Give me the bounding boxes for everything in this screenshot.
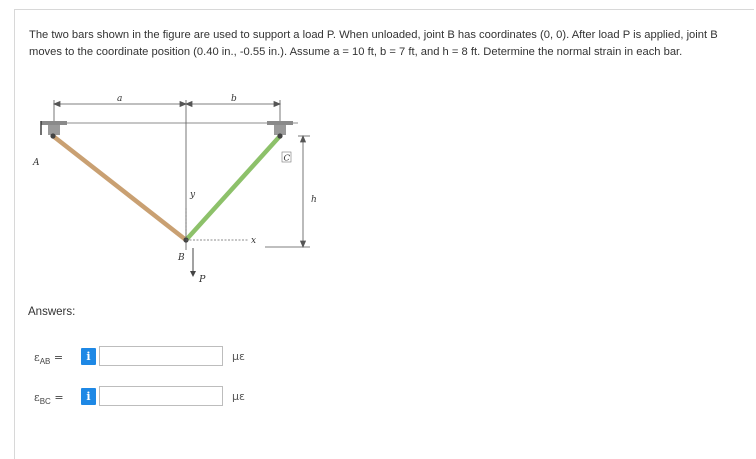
label-x: x <box>251 236 257 246</box>
strain-ab-label: $\varepsilon_{AB}$ = <box>34 351 64 367</box>
label-P: P <box>199 274 206 285</box>
axes <box>186 208 248 240</box>
problem-statement: The two bars shown in the figure are used to support a load P. When unloaded, joint B has coordinates (0, 0). After load P is applied, joint B moves to the coordinate position (0.40 in., -0.55 in.). Assume a = 10 ft, b = 7 ft, and h = 8 ft. Determine the normal strain in each bar. <box>29 29 718 58</box>
label-a: a <box>117 94 123 104</box>
answers-label: Answers: <box>28 306 76 318</box>
bar-ab <box>53 136 186 240</box>
strain-bc-unit: με <box>232 390 245 403</box>
support-a <box>41 121 67 135</box>
info-icon[interactable]: i <box>81 388 96 405</box>
info-icon[interactable]: i <box>81 348 96 365</box>
label-h: h <box>311 195 317 205</box>
load-p-arrow <box>190 248 196 277</box>
pin-c <box>277 133 282 138</box>
truss-figure <box>15 90 355 300</box>
strain-ab-input[interactable] <box>99 346 223 366</box>
bar-bc <box>186 136 280 240</box>
label-A: A <box>33 158 40 168</box>
pin-a <box>50 133 55 138</box>
strain-bc-input[interactable] <box>99 386 223 406</box>
label-C: C <box>283 153 291 164</box>
label-y: y <box>190 190 196 200</box>
strain-bc-label: $\varepsilon_{BC}$ = <box>34 391 64 407</box>
strain-ab-unit: με <box>232 350 245 363</box>
label-b: b <box>231 94 237 104</box>
support-c <box>267 121 293 135</box>
label-B: B <box>178 253 185 263</box>
question-card <box>14 9 754 459</box>
